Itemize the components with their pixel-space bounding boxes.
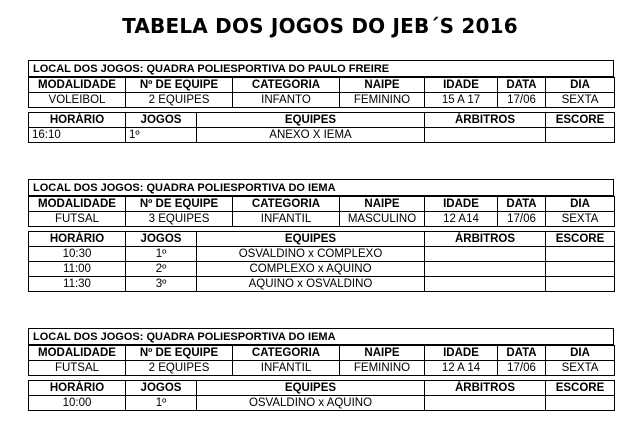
value-idade: 12 A 14 (425, 361, 498, 376)
local-table (28, 179, 614, 196)
game-equipes: ANEXO X IEMA (197, 128, 425, 143)
game-jogo: 3º (126, 277, 197, 292)
games-table (28, 112, 615, 143)
game-escore (546, 128, 615, 143)
local-table (28, 60, 614, 77)
local-label: LOCAL DOS JOGOS: QUADRA POLIESPORTIVA DO IEMA (29, 180, 614, 196)
game-jogo: 1º (126, 128, 197, 143)
header-horario: HORÁRIO (29, 381, 126, 396)
game-arbitros (425, 128, 546, 143)
value-dia: SEXTA (546, 93, 615, 108)
local-table (28, 328, 614, 345)
value-data: 17/06 (498, 93, 546, 108)
local-label: LOCAL DOS JOGOS: QUADRA POLIESPORTIVA DO PAULO FREIRE (29, 61, 614, 77)
value-num-equipe: 2 EQUIPES (126, 361, 233, 376)
header-idade: IDADE (425, 346, 498, 361)
header-modalidade: MODALIDADE (29, 78, 126, 93)
info-value-row (29, 212, 615, 227)
value-idade: 12 A14 (425, 212, 498, 227)
game-arbitros (425, 247, 546, 262)
info-table (28, 77, 615, 108)
game-row (29, 128, 615, 143)
game-horario: 10:30 (29, 247, 126, 262)
games-table (28, 380, 615, 411)
value-dia: SEXTA (546, 212, 615, 227)
game-row (29, 396, 615, 411)
game-escore (546, 396, 615, 411)
games-header-row (29, 381, 615, 396)
game-row (29, 262, 615, 277)
value-dia: SEXTA (546, 361, 615, 376)
header-modalidade: MODALIDADE (29, 346, 126, 361)
header-naipe: NAIPE (340, 197, 425, 212)
header-equipes: EQUIPES (197, 232, 425, 247)
value-data: 17/06 (498, 361, 546, 376)
value-naipe: FEMININO (340, 93, 425, 108)
game-arbitros (425, 396, 546, 411)
value-num-equipe: 3 EQUIPES (126, 212, 233, 227)
games-header-row (29, 232, 615, 247)
game-jogo: 2º (126, 262, 197, 277)
header-horario: HORÁRIO (29, 232, 126, 247)
header-num-equipe: Nº DE EQUIPE (126, 346, 233, 361)
value-modalidade: VOLEIBOL (29, 93, 126, 108)
value-modalidade: FUTSAL (29, 212, 126, 227)
header-idade: IDADE (425, 78, 498, 93)
section-3 (28, 328, 614, 411)
info-table (28, 196, 615, 227)
game-jogo: 1º (126, 247, 197, 262)
header-data: DATA (498, 78, 546, 93)
header-escore: ESCORE (546, 381, 615, 396)
header-naipe: NAIPE (340, 346, 425, 361)
game-equipes: OSVALDINO x AQUINO (197, 396, 425, 411)
page-title: TABELA DOS JOGOS DO JEB´S 2016 (122, 14, 518, 38)
info-header-row (29, 346, 615, 361)
game-arbitros (425, 277, 546, 292)
games-table (28, 231, 615, 292)
header-data: DATA (498, 197, 546, 212)
game-equipes: COMPLEXO x AQUINO (197, 262, 425, 277)
game-horario: 11:30 (29, 277, 126, 292)
game-horario: 11:00 (29, 262, 126, 277)
header-modalidade: MODALIDADE (29, 197, 126, 212)
header-idade: IDADE (425, 197, 498, 212)
header-jogos: JOGOS (126, 232, 197, 247)
value-data: 17/06 (498, 212, 546, 227)
info-value-row (29, 93, 615, 108)
game-escore (546, 262, 615, 277)
game-row (29, 247, 615, 262)
header-categoria: CATEGORIA (233, 78, 340, 93)
header-num-equipe: Nº DE EQUIPE (126, 197, 233, 212)
header-equipes: EQUIPES (197, 113, 425, 128)
value-naipe: FEMININO (340, 361, 425, 376)
games-header-row (29, 113, 615, 128)
game-jogo: 1º (126, 396, 197, 411)
header-naipe: NAIPE (340, 78, 425, 93)
header-horario: HORÁRIO (29, 113, 126, 128)
header-num-equipe: Nº DE EQUIPE (126, 78, 233, 93)
header-dia: DIA (546, 197, 615, 212)
header-escore: ESCORE (546, 232, 615, 247)
header-arbitros: ÁRBITROS (425, 232, 546, 247)
header-equipes: EQUIPES (197, 381, 425, 396)
local-label: LOCAL DOS JOGOS: QUADRA POLIESPORTIVA DO IEMA (29, 329, 614, 345)
game-arbitros (425, 262, 546, 277)
header-arbitros: ÁRBITROS (425, 381, 546, 396)
info-table (28, 345, 615, 376)
value-categoria: INFANTO (233, 93, 340, 108)
value-naipe: MASCULINO (340, 212, 425, 227)
game-escore (546, 277, 615, 292)
info-header-row (29, 78, 615, 93)
game-horario: 10:00 (29, 396, 126, 411)
value-modalidade: FUTSAL (29, 361, 126, 376)
game-equipes: AQUINO x OSVALDINO (197, 277, 425, 292)
value-idade: 15 A 17 (425, 93, 498, 108)
value-categoria: INFANTIL (233, 361, 340, 376)
value-num-equipe: 2 EQUIPES (126, 93, 233, 108)
header-categoria: CATEGORIA (233, 197, 340, 212)
header-escore: ESCORE (546, 113, 615, 128)
section-2 (28, 179, 614, 292)
section-1 (28, 60, 614, 143)
header-arbitros: ÁRBITROS (425, 113, 546, 128)
game-horario: 16:10 (29, 128, 126, 143)
info-header-row (29, 197, 615, 212)
info-value-row (29, 361, 615, 376)
game-row (29, 277, 615, 292)
header-jogos: JOGOS (126, 113, 197, 128)
header-jogos: JOGOS (126, 381, 197, 396)
header-data: DATA (498, 346, 546, 361)
game-escore (546, 247, 615, 262)
header-dia: DIA (546, 346, 615, 361)
game-equipes: OSVALDINO x COMPLEXO (197, 247, 425, 262)
value-categoria: INFANTIL (233, 212, 340, 227)
header-dia: DIA (546, 78, 615, 93)
header-categoria: CATEGORIA (233, 346, 340, 361)
